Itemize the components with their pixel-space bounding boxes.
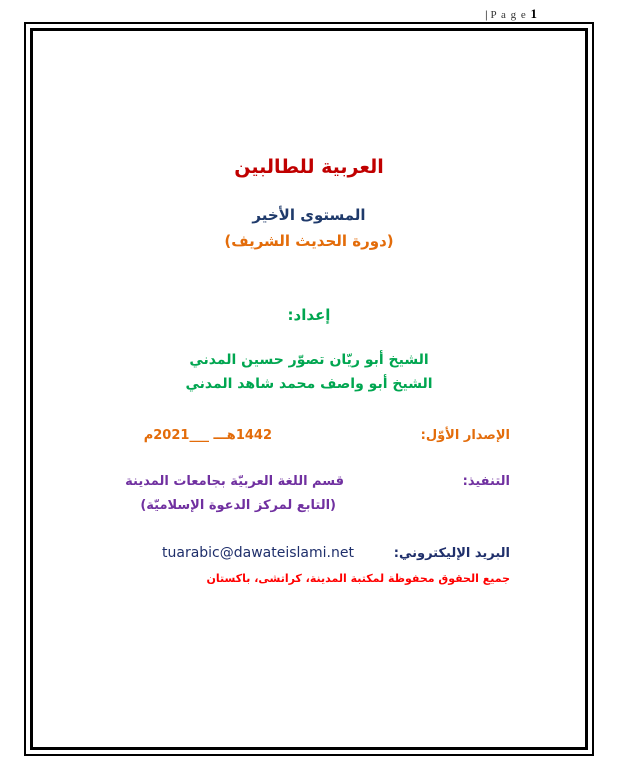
author-1: الشيخ أبو ريّان تصوّر حسين المدني [189, 352, 429, 368]
level-heading: المستوى الأخير [252, 206, 366, 224]
page-separator: | [485, 9, 489, 21]
page-word: P a g e [490, 9, 527, 21]
course-heading: (دورة الحديث الشريف) [224, 232, 394, 250]
execution-label: التنفيذ: [462, 474, 510, 489]
prepared-by-label: إعداد: [287, 306, 331, 324]
edition-label: الإصدار الأوّل: [420, 428, 510, 443]
page-number [485, 6, 538, 22]
copyright-notice: جميع الحقوق محفوظة لمكتبة المدينة، كراتشى، باكستان [206, 572, 510, 585]
author-2: الشيخ أبو واصف محمد شاهد المدني [185, 376, 433, 392]
page-number-value: 1 [530, 6, 538, 21]
edition-value: 1442هـــ ___2021م [143, 428, 272, 443]
book-title: العربية للطالبين [234, 156, 384, 178]
execution-value: قسم اللغة العربيّة بجامعات المدينة [125, 474, 344, 489]
email-address: tuarabic@dawateislami.net [162, 545, 354, 561]
execution-affiliation: (التابع لمركز الدعوة الإسلاميّة) [140, 498, 336, 513]
email-label: البريد الإليكتروني: [393, 546, 510, 561]
